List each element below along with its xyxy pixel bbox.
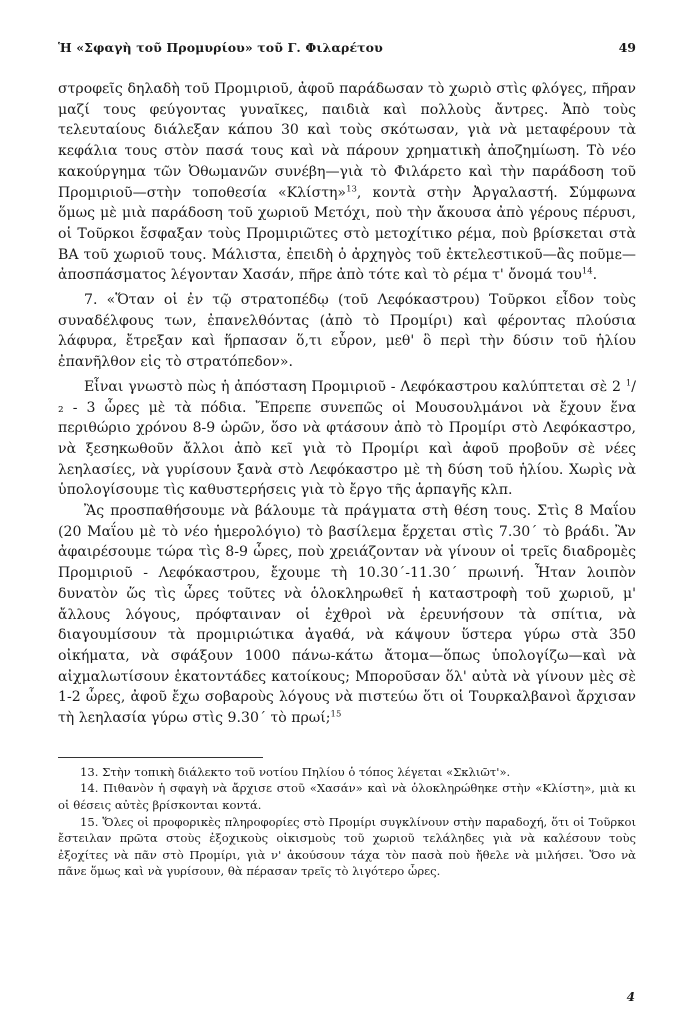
footnote-ref[interactable]: 13 — [346, 183, 357, 194]
paragraph: Ἂς προσπαθήσουμε νὰ βάλουμε τὰ πράγματα στὴ θέση τους. Στὶς 8 Μαΐου (20 Μαΐου μὲ τὸ νέο ἡμερολόγιο) τὸ βασίλεμα ἔρχεται στὶς 7.30΄ τὸ βράδι. Ἂν ἀφαιρέσουμε τώρα τὶς 8-9 ὧρες, ποὺ χρειάζονταν νὰ γίνουν οἱ τρεῖς διαδρομὲς Προμιριοῦ - Λεφόκαστρου, ἔχουμε τὴ 10.30΄-11.30΄ πρωινή. Ἦταν λοιπὸν δυνατὸν ὥς τὶς ὧρες τοῦτες νὰ ὁλοκληρωθεῖ ἡ καταστροφὴ τοῦ χωριοῦ, μ' ἄλλους λόγους, πρόφταιναν οἱ ἐχθροὶ νὰ ἐρευνήσουν τὰ σπίτια, νὰ διαγουμίσουν τὰ προμιριώτικα ἀγαθά, νὰ κάψουν ὕστερα γύρω στὰ 350 οἰκήματα, νὰ σφάξουν 1000 πάνω-κάτω ἄτομα—ὅπως ὑπολογίζω—καὶ νὰ αἰχμαλωτίσουν ἑκατοντάδες κατοίκους; Μποροῦσαν ὅλ' αὐτὰ νὰ γίνουν μὲς σὲ 1-2 ὧρες, ἀφοῦ ἔχω σοβαροὺς λόγους νὰ πιστεύω ὅτι οἱ Τουρκαλβανοὶ ἄρχισαν τὴ λεηλασία γύρω στὶς 9.30΄ τὸ πρωί;$^{15}$ — [58, 503, 636, 727]
footnote-ref[interactable]: 14 — [581, 266, 593, 277]
footnote: 14. Πιθανὸν ἡ σφαγὴ νὰ ἄρχισε στοῦ «Χασάν» καὶ νὰ ὁλοκληρώθηκε στὴν «Κλίστη», μιὰ κι οἱ θέσεις αὐτὲς βρίσκονται κοντά. — [58, 781, 636, 812]
footnote-rule — [58, 757, 263, 758]
body-text — [58, 79, 636, 729]
page-number: 49 — [618, 40, 636, 55]
paragraph: 7. «Ὅταν οἱ ἐν τῷ στρατοπέδῳ (τοῦ Λεφόκαστρου) Τοῦρκοι εἶδον τοὺς συναδέλφους των, ἐπανελθόντας (ἀπὸ τὸ Προμίρι) καὶ φέροντας πλούσια λάφυρα, ἔτρεξαν καὶ ἥρπασαν ὅ,τι εὗρον, μεθ' ὃ περὶ τὴν δύσιν τοῦ ἡλίου ἐπανῆλθον εἰς τὸ στρατόπεδον». — [58, 292, 636, 371]
running-head — [58, 40, 636, 55]
footnote: 15. Ὅλες οἱ προφορικὲς πληροφορίες στὸ Προμίρι συγκλίνουν στὴν παραδοχή, ὅτι οἱ Τοῦρκοι ἔστειλαν πρῶτα στοὺς ἐξοχικοὺς οἰκισμοὺς τοῦ χωριοῦ τελάληδες γιὰ νὰ καλέσουν τοὺς ἐξοχίτες νὰ πᾶν στὸ Προμίρι, γιὰ ν' ἀκούσουν τάχα τὸν πασὰ ποὺ ἤθελε νὰ μιλήσει. Ὅσο νὰ πᾶνε ὅμως καὶ νὰ γυρίσουν, θὰ πέρασαν τρεῖς τὸ λιγότερο ὧρες. — [58, 814, 636, 879]
paragraph: Εἶναι γνωστὸ πὼς ἡ ἀπόσταση Προμιριοῦ - Λεφόκαστρου καλύπτεται σὲ 2 $^1$/₂ - 3 ὧρες μὲ τὰ πόδια. Ἔπρεπε συνεπῶς οἱ Μουσουλμάνοι νὰ ἔχουν ἕνα περιθώριο χρόνου 8-9 ὡρῶν, ὅσο νὰ φτάσουν ἀπὸ τὸ Προμίρι στὸ Λεφόκαστρο, νὰ ξεσηκωθοῦν ἄλλοι ἀπὸ κεῖ γιὰ τὸ Προμίρι καὶ ἀφοῦ προβοῦν σὲ νέες λεηλασίες, νὰ γυρίσουν ξανὰ στὸ Λεφόκαστρο μὲ τὴ δύση τοῦ ἡλίου. Χωρὶς νὰ ὑπολογίσουμε τὶς καθυστερήσεις γιὰ τὸ ἔργο τῆς ἁρπαγῆς κλπ. — [58, 378, 636, 499]
signature-mark: 4 — [626, 990, 635, 1004]
paragraph: στροφεῖς δηλαδὴ τοῦ Προμιριοῦ, ἀφοῦ παράδωσαν τὸ χωριὸ στὶς φλόγες, πῆραν μαζί τους φεύγοντας γυναῖκες, παιδιὰ καὶ πολλοὺς ἄντρες. Ἀπὸ τοὺς τελευταίους διάλεξαν κάπου 30 καὶ τοὺς σκότωσαν, γιὰ νὰ μεταφέρουν τὰ κεφάλια τους στὸν πασά τους καὶ νὰ πάρουν χρηματικὴ ἀποζημίωση. Τὸ νέο κακούργημα τῶν Ὀθωμανῶν συνέβη—γιὰ τὸ Φιλάρετο καὶ τὴν παράδοση τοῦ Προμιριοῦ—στὴν τοποθεσία «Κλίστη»$^{13}$, κοντὰ στὴν Ἀργαλαστή. Σύμφωνα ὅμως μὲ μιὰ παράδοση τοῦ χωριοῦ Μετόχι, ποὺ τὴν ἄκουσα ἀπὸ γέρους πέρυσι, οἱ Τοῦρκοι ἔσφαξαν τοὺς Προμιριῶτες στὸ μετοχίτικο ρέμα, ποὺ βρίσκεται στὰ ΒΑ τοῦ χωριοῦ τους. Μάλιστα, ἐπειδὴ ὁ ἀρχηγὸς τοῦ ἐκτελεστικοῦ—ἂς ποῦμε—ἀποσπάσματος λέγονταν Χασάν, πῆρε ἀπὸ τότε καὶ τὸ ρέμα τ' ὄνομά του$^{14}$. — [58, 81, 637, 284]
footnote-ref[interactable]: 15 — [330, 709, 342, 720]
footnotes — [58, 764, 636, 880]
running-title: Ἡ «Σφαγὴ τοῦ Προμυρίου» τοῦ Γ. Φιλαρέτου — [58, 40, 383, 55]
page — [58, 40, 636, 880]
footnote: 13. Στὴν τοπικὴ διάλεκτο τοῦ νοτίου Πηλίου ὁ τόπος λέγεται «Σκλιῶτ'». — [80, 764, 511, 779]
